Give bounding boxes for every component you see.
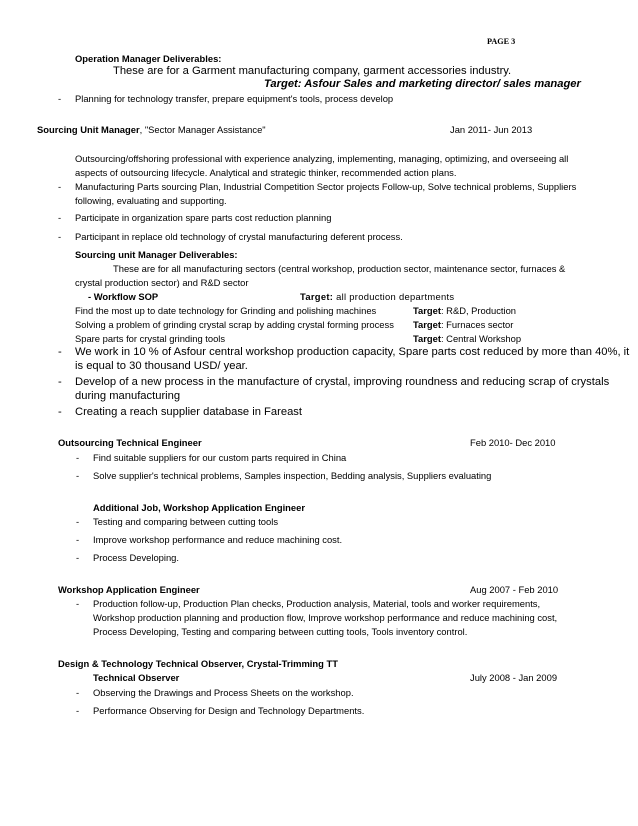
outsourcing-job-title: Outsourcing Technical Engineer (58, 437, 202, 448)
sourcing-deliverables-line2: crystal production sector) and R&D sector (75, 277, 249, 288)
target-label: Target (413, 305, 441, 316)
bullet-dash: - (58, 376, 62, 388)
design-bullet-1: Observing the Drawings and Process Sheets on the workshop. (93, 687, 354, 698)
design-job-subtitle: Technical Observer (93, 672, 180, 683)
bullet-dash: - (76, 705, 80, 716)
target-value: : Central Workshop (440, 333, 522, 344)
additional-job-heading: Additional Job, Workshop Application Engineer (93, 502, 305, 513)
op-deliverables-desc: These are for a Garment manufacturing company, garment accessories industry. (113, 65, 512, 77)
achievement-1a: We work in 10 % of Asfour central workshop production capacity, Spare parts cost reduced by more than 40%, it (75, 346, 630, 358)
sourcing-job-title (37, 124, 266, 135)
sourcing-summary-line1: Outsourcing/offshoring professional with experience analyzing, implementing, managing, optimizing, and overseeing all (75, 153, 569, 164)
bullet-dash: - (58, 346, 62, 358)
target-label: Target (413, 333, 441, 344)
bullet-dash: - (76, 516, 80, 527)
sourcing-title-rest: , "Sector Manager Assistance" (139, 124, 266, 135)
workflow-sop-label: - Workflow SOP (88, 291, 159, 302)
op-deliverables-heading: Operation Manager Deliverables: (75, 53, 222, 64)
additional-bullet-3: Process Developing. (93, 552, 179, 563)
sourcing-deliverables-heading: Sourcing unit Manager Deliverables: (75, 249, 238, 260)
sourcing-bullet-2: Participate in organization spare parts cost reduction planning (75, 212, 332, 223)
bullet-dash: - (76, 552, 80, 563)
bullet-dash: - (76, 452, 80, 463)
bullet-dash: - (76, 598, 80, 609)
achievement-1b: is equal to 30 thousand USD/ year. (75, 360, 248, 372)
outsourcing-dates: Feb 2010- Dec 2010 (470, 437, 556, 448)
sop-row-1-task: Find the most up to date technology for Grinding and polishing machines (75, 305, 377, 316)
workshop-job-title: Workshop Application Engineer (58, 584, 200, 595)
sop-row-3-task: Spare parts for crystal grinding tools (75, 333, 226, 344)
op-deliverables-target: Target: Asfour Sales and marketing director/ sales manager (264, 78, 581, 90)
target-value: : Furnaces sector (440, 319, 514, 330)
sourcing-dates: Jan 2011- Jun 2013 (450, 124, 533, 135)
outsourcing-bullet-1: Find suitable suppliers for our custom parts required in China (93, 452, 347, 463)
bullet-dash: - (58, 406, 62, 418)
design-dates: July 2008 - Jan 2009 (470, 672, 558, 683)
workshop-line-1: Production follow-up, Production Plan checks, Production analysis, Material, tools and worker requirements, (93, 598, 541, 609)
target-label: Target (413, 319, 441, 330)
bullet-dash: - (58, 212, 62, 223)
sourcing-bullet-1b: following, evaluating and supporting. (75, 195, 227, 206)
op-deliverables-bullet: Planning for technology transfer, prepare equipment's tools, process develop (75, 93, 394, 104)
page-number: PAGE 3 (487, 37, 516, 46)
additional-bullet-2: Improve workshop performance and reduce machining cost. (93, 534, 343, 545)
sop-row-2-task: Solving a problem of grinding crystal scrap by adding crystal forming process (75, 319, 394, 330)
additional-bullet-1: Testing and comparing between cutting tools (93, 516, 279, 527)
sourcing-title-bold: Sourcing Unit Manager (37, 124, 140, 135)
design-bullet-2: Performance Observing for Design and Technology Departments. (93, 705, 365, 716)
outsourcing-bullet-2: Solve supplier's technical problems, Samples inspection, Bedding analysis, Suppliers evaluating (93, 470, 492, 481)
bullet-dash: - (76, 470, 80, 481)
sop-target-label: Target: (300, 291, 334, 302)
workflow-sop-target (300, 291, 454, 302)
sourcing-bullet-1a: Manufacturing Parts sourcing Plan, Industrial Competition Sector projects Follow-up, Solve technical problems, Suppliers (75, 181, 577, 192)
sourcing-summary-line2: aspects of outsourcing lifecycle. Analytical and strategic thinker, recommended action plans. (75, 167, 457, 178)
achievement-2a: Develop of a new process in the manufacture of crystal, improving roundness and reducing scrap of crystals (75, 376, 610, 388)
sourcing-bullet-3: Participant in replace old technology of crystal manufacturing deferent process. (75, 231, 403, 242)
bullet-dash: - (58, 231, 62, 242)
workshop-line-3: Process Developing, Testing and comparing between cutting tools, Tools inventory control. (93, 626, 468, 637)
target-value: : R&D, Production (440, 305, 517, 316)
bullet-dash: - (58, 93, 62, 104)
design-job-title: Design & Technology Technical Observer, Crystal-Trimming TT (58, 658, 338, 669)
bullet-dash: - (58, 181, 62, 192)
workshop-line-2: Workshop production planning and production flow, Improve workshop performance and reduce machining cost, (93, 612, 558, 623)
sop-target-value: all production departments (333, 291, 455, 302)
bullet-dash: - (76, 534, 80, 545)
achievement-2b: during manufacturing (75, 390, 181, 402)
sop-row-2-target (413, 319, 513, 330)
sop-row-1-target (413, 305, 516, 316)
bullet-dash: - (76, 687, 80, 698)
sop-row-3-target (413, 333, 521, 344)
sourcing-deliverables-line1: These are for all manufacturing sectors (central workshop, production sector, maintenance sector, furnaces & (113, 263, 566, 274)
achievement-3: Creating a reach supplier database in Fareast (75, 406, 302, 418)
workshop-dates: Aug 2007 - Feb 2010 (470, 584, 559, 595)
